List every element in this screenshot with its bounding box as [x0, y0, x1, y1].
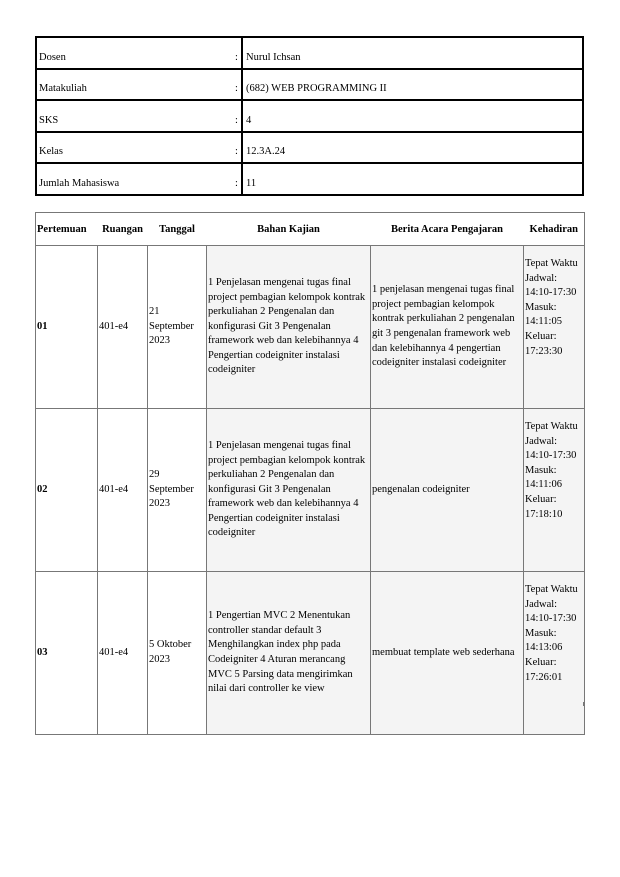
- info-value: 11: [242, 163, 583, 195]
- table-row: [36, 409, 585, 572]
- info-separator: :: [232, 37, 242, 69]
- tanggal-cell: 5 Oktober 2023: [148, 572, 207, 735]
- course-info-table: [35, 36, 584, 196]
- pertemuan-cell: 02: [36, 409, 98, 572]
- header-ruangan: Ruangan: [98, 213, 148, 246]
- info-row-jumlah-mahasiswa: [36, 163, 583, 195]
- info-label: SKS: [36, 100, 232, 132]
- bahan-kajian-cell: 1 Penjelasan mengenai tugas final project pembagian kelompok kontrak perkuliahan 2 Pengenalan dan konfigurasi Git 3 Pengenalan framework web dan kelebihannya 4 Pengertian codeigniter instalasi codeigniter: [207, 409, 371, 572]
- bahan-kajian-cell: 1 Pengertian MVC 2 Menentukan controller standar default 3 Menghilangkan index php pada Codeigniter 4 Aturan merancang MVC 5 Parsing data mengirimkan nilai dari controller ke view: [207, 572, 371, 735]
- header-bahan-kajian: Bahan Kajian: [207, 213, 371, 246]
- info-label: Dosen: [36, 37, 232, 69]
- info-value: 12.3A.24: [242, 132, 583, 164]
- header-berita-acara: Berita Acara Pengajaran: [371, 213, 524, 246]
- table-continuation: [35, 702, 584, 706]
- table-row: [36, 246, 585, 409]
- schedule-header-row: [36, 213, 585, 246]
- berita-acara-cell: membuat template web sederhana: [371, 572, 524, 735]
- berita-acara-cell: pengenalan codeigniter: [371, 409, 524, 572]
- pertemuan-cell: 01: [36, 246, 98, 409]
- ruangan-cell: 401-e4: [98, 409, 148, 572]
- info-label: Jumlah Mahasiswa: [36, 163, 232, 195]
- ruangan-cell: 401-e4: [98, 246, 148, 409]
- info-separator: :: [232, 163, 242, 195]
- header-tanggal: Tanggal: [148, 213, 207, 246]
- info-row-matakuliah: [36, 69, 583, 101]
- info-separator: :: [232, 132, 242, 164]
- berita-acara-cell: 1 penjelasan mengenai tugas final project pembagian kelompok kontrak perkuliahan 2 pengenalan git 3 pengenalan framework web dan kelebihannya 4 pengertian codeigniter instalasi codeigniter: [371, 246, 524, 409]
- info-value: (682) WEB PROGRAMMING II: [242, 69, 583, 101]
- header-pertemuan: Pertemuan: [36, 213, 98, 246]
- ruangan-cell: 401-e4: [98, 572, 148, 735]
- info-label: Matakuliah: [36, 69, 232, 101]
- kehadiran-cell: Tepat Waktu Jadwal: 14:10-17:30 Masuk: 14:11:05 Keluar: 17:23:30: [524, 246, 585, 409]
- info-row-kelas: [36, 132, 583, 164]
- info-separator: :: [232, 69, 242, 101]
- info-value: 4: [242, 100, 583, 132]
- schedule-table: [35, 212, 585, 735]
- bahan-kajian-cell: 1 Penjelasan mengenai tugas final project pembagian kelompok kontrak perkuliahan 2 Pengenalan dan konfigurasi Git 3 Pengenalan framework web dan kelebihannya 4 Pengertian codeigniter instalasi codeigniter: [207, 246, 371, 409]
- tanggal-cell: 21 September 2023: [148, 246, 207, 409]
- kehadiran-cell: Tepat Waktu Jadwal: 14:10-17:30 Masuk: 14:13:06 Keluar: 17:26:01: [524, 572, 585, 735]
- table-row: [36, 572, 585, 735]
- header-kehadiran: Kehadiran: [524, 213, 585, 246]
- kehadiran-cell: Tepat Waktu Jadwal: 14:10-17:30 Masuk: 14:11:06 Keluar: 17:18:10: [524, 409, 585, 572]
- info-value: Nurul Ichsan: [242, 37, 583, 69]
- info-separator: :: [232, 100, 242, 132]
- info-label: Kelas: [36, 132, 232, 164]
- tanggal-cell: 29 September 2023: [148, 409, 207, 572]
- pertemuan-cell: 03: [36, 572, 98, 735]
- info-row-dosen: [36, 37, 583, 69]
- info-row-sks: [36, 100, 583, 132]
